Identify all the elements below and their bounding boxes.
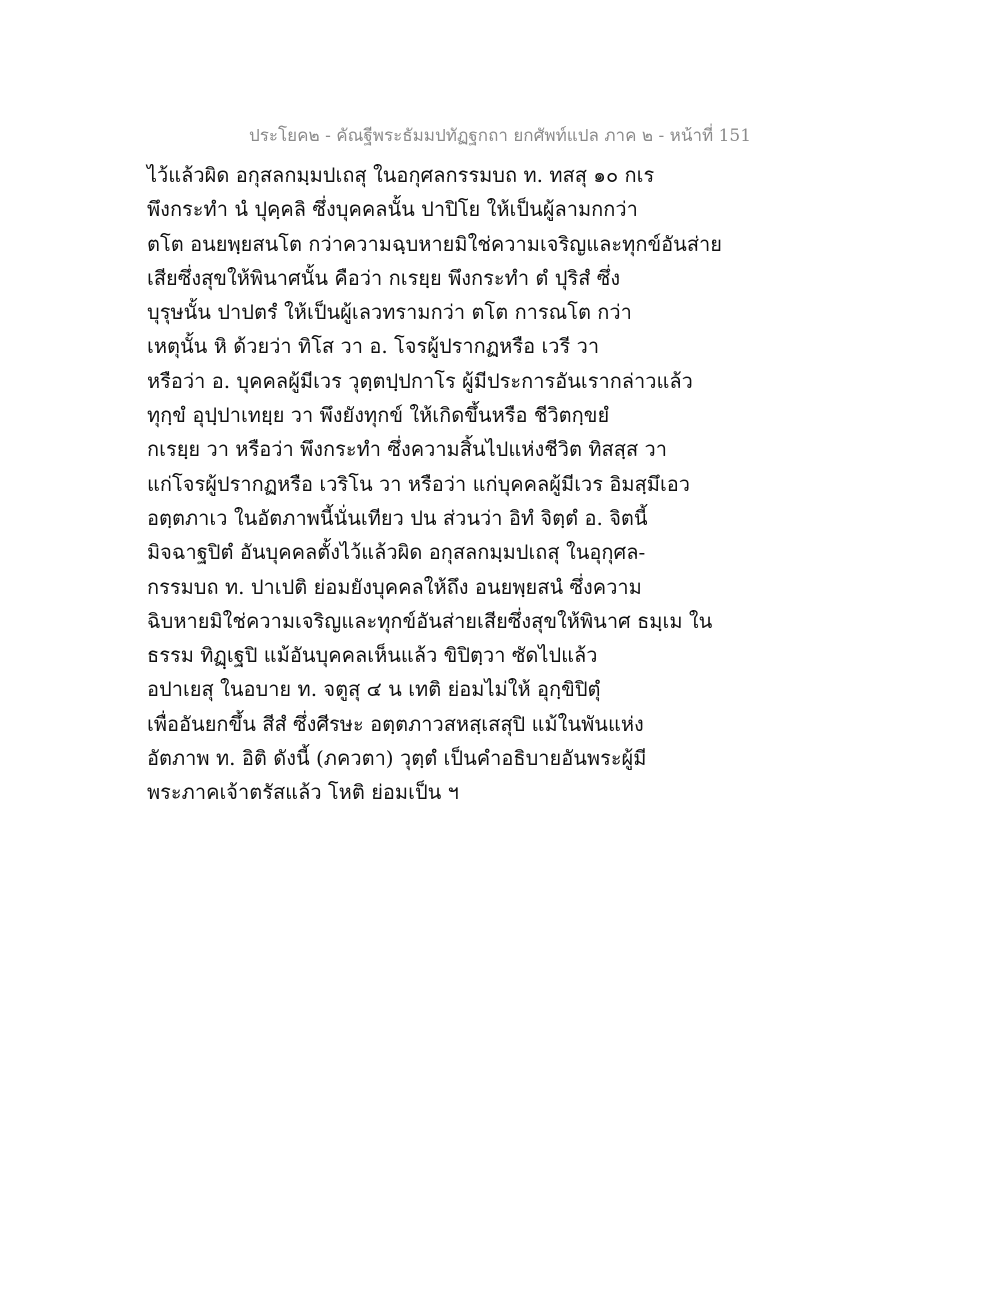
text-line: ทุกฺขํ อุปฺปาเทยฺย วา พึงยังทุกข์ ให้เกิดขึ้นหรือ ชีวิตกฺขยํ [147, 403, 610, 428]
body-text [147, 158, 722, 810]
text-line: อตฺตภาเว ในอัตภาพนี้นั่นเทียว ปน ส่วนว่า อิทํ จิตฺตํ อ. จิตนี้ [147, 505, 648, 530]
running-header: ประโยค๒ - คัณฐีพระธัมมปทัฏฐกถา ยกศัพท์แปล ภาค ๒ - หน้าที่ 151 [248, 126, 752, 146]
text-line: อัตภาพ ท. อิติ ดังนี้ (ภควตา) วุตฺตํ เป็นคำอธิบายอันพระผู้มี [147, 746, 647, 771]
text-line: อปาเยสุ ในอบาย ท. จตูสุ ๔ น เทติ ย่อมไม่ให้ อุกฺขิปิตุํ [147, 677, 601, 702]
text-line: ตโต อนยพฺยสนโต กว่าความฉฺบหายมิใช่ความเจริญและทุกข์อันส่าย [147, 231, 722, 256]
text-line: เสียซึ่งสุขให้พินาศนั้น คือว่า กเรยฺย พึงกระทำ ตํ ปุริสํ ซึ่ง [147, 265, 621, 290]
text-line: แก่โจรผู้ปรากฏหรือ เวริโน วา หรือว่า แก่บุคคลผู้มีเวร อิมสฺมึเอว [147, 471, 691, 496]
text-line: เหตุนั้น หิ ด้วยว่า ทิโส วา อ. โจรผู้ปรากฏหรือ เวรี วา [147, 334, 600, 359]
text-line: พึงกระทำ นํ ปุคฺคลิ ซึ่งบุคคลนั้น ปาปิโย ให้เป็นผู้ลามกกว่า [147, 197, 638, 222]
text-line: ไว้แล้วผิด อกุสลกมฺมปเถสุ ในอกุศลกรรมบถ ท. ทสสุ ๑๐ กเร [147, 163, 655, 187]
text-line: ธรรม ทิฏฺเฐปิ แม้อันบุคคลเห็นแล้ว ขิปิตฺวา ซัดไปแล้ว [147, 643, 598, 668]
text-line: กเรยฺย วา หรือว่า พึงกระทำ ซึ่งความสิ้นไปแห่งชีวิต ทิสสฺส วา [147, 437, 667, 462]
text-line: เพื่ออันยกขึ้น สีสํ ซึ่งศีรษะ อตฺตภาวสหสฺเสสุปิ แม้ในพันแห่ง [147, 711, 644, 736]
text-line: บุรุษนั้น ปาปตรํ ให้เป็นผู้เลวทรามกว่า ตโต การณโต กว่า [147, 300, 632, 325]
text-line: กรรมบถ ท. ปาเปติ ย่อมยังบุคคลให้ถึง อนยพฺยสนํ ซึ่งความ [147, 574, 642, 599]
text-line: ฉิบหายมิใช่ความเจริญและทุกข์อันส่ายเสียซึ่งสุขให้พินาศ ธมฺเม ใน [147, 608, 713, 633]
text-line: มิจฉาฐปิตํ อันบุคคลตั้งไว้แล้วผิด อกุสลกมฺมปเถสุ ในอุกุศล- [147, 540, 646, 565]
text-line: หรือว่า อ. บุคคลผู้มีเวร วุตฺตปฺปกาโร ผู้มีประการอันเรากล่าวแล้ว [147, 368, 693, 393]
text-line: พระภาคเจ้าตรัสแล้ว โหติ ย่อมเป็น ฯ [147, 780, 459, 805]
